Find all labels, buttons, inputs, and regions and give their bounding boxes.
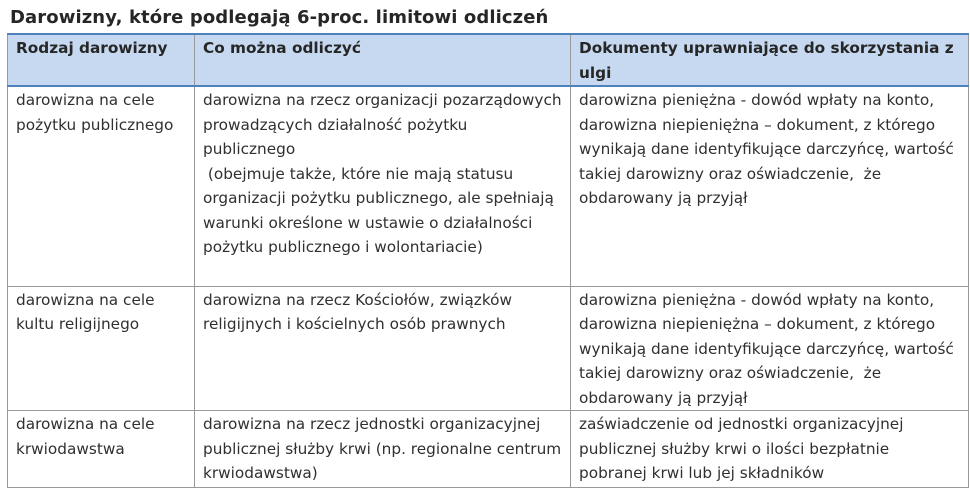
document-title: Darowizny, które podlegają 6-proc. limitowi odliczeń	[10, 7, 549, 28]
table-row	[8, 86, 969, 286]
table-header-row	[8, 34, 969, 86]
cell-type	[8, 286, 195, 411]
deductions-table	[7, 33, 969, 488]
cell-documents	[571, 411, 969, 488]
cell-type	[8, 86, 195, 286]
cell-text: darowizna pieniężna - dowód wpłaty na konto, darowizna niepieniężna – dokument, z którego wynikają dane identyfikujące darczyńcę, wartość takiej darowizny oraz oświadczenie, że obdarowany ją przyjął	[579, 290, 959, 407]
cell-deductible	[195, 411, 571, 488]
cell-text: darowizna na rzecz jednostki organizacyjnej publicznej służby krwi (np. regionalne centrum krwiodawstwa)	[203, 415, 567, 482]
cell-documents	[571, 86, 969, 286]
cell-deductible	[195, 86, 571, 286]
cell-text: darowizna na rzecz Kościołów, związków religijnych i kościelnych osób prawnych	[203, 290, 517, 333]
cell-documents	[571, 286, 969, 411]
cell-type	[8, 411, 195, 488]
cell-text: darowizna na cele pożytku publicznego	[16, 91, 174, 134]
column-header-deductible: Co można odliczyć	[195, 34, 571, 86]
cell-text: zaświadczenie od jednostki organizacyjnej publicznej służby krwi o ilości bezpłatnie pobranej krwi lub jej składników	[579, 415, 909, 482]
cell-deductible	[195, 286, 571, 411]
cell-text: darowizna pieniężna - dowód wpłaty na konto, darowizna niepieniężna – dokument, z którego wynikają dane identyfikujące darczyńcę, wartość takiej darowizny oraz oświadczenie, że obdarowany ją przyjął	[579, 91, 959, 207]
table-row	[8, 411, 969, 488]
cell-text: darowizna na rzecz organizacji pozarządowych prowadzących działalność pożytku publicznego (obejmuje także, które nie mają statusu organizacji pożytku publicznego, ale spełniają warunki określone w ustawie o działalności pożytku publicznego i wolontariacie)	[203, 91, 562, 256]
cell-text: darowizna na cele krwiodawstwa	[16, 415, 160, 458]
cell-text: darowizna na cele kultu religijnego	[16, 290, 160, 333]
column-header-documents: Dokumenty uprawniające do skorzystania z ulgi	[571, 34, 969, 86]
table-row	[8, 286, 969, 411]
column-header-type: Rodzaj darowizny	[8, 34, 195, 86]
